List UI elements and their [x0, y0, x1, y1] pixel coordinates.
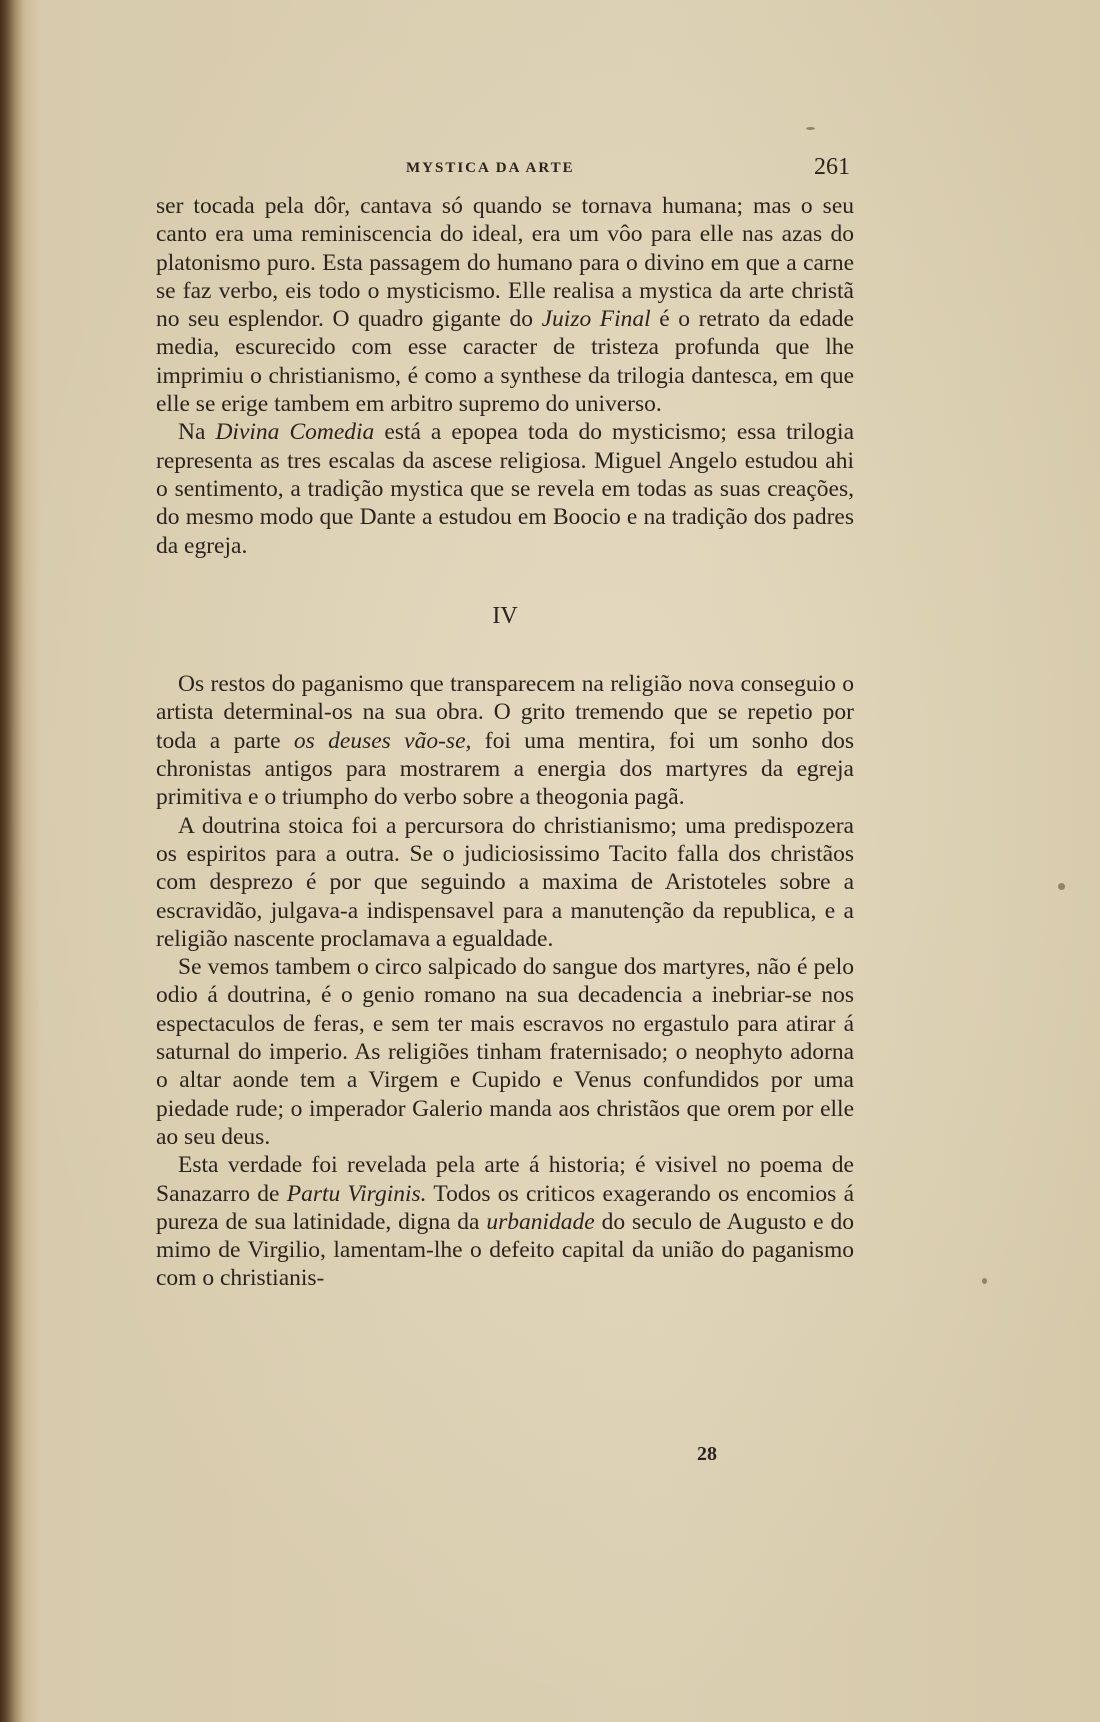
paragraph-text: Na	[178, 419, 216, 446]
paragraph	[156, 418, 854, 559]
paragraph-text: foi uma mentira, foi um sonho dos chronistas antigos para mostrarem a energia dos martyres da egreja primitiva e o triumpho do verbo sobre a theogonia pagã.	[156, 727, 854, 811]
paragraph-text: Esta verdade foi revelada pela arte á historia; é visivel no poema de Sanazarro de	[156, 1152, 854, 1207]
spine-shadow	[0, 0, 22, 1722]
paragraph	[156, 670, 854, 811]
italic-title-text: os deuses vão-se,	[293, 727, 472, 754]
paper-speck	[1058, 883, 1065, 890]
paper-speck	[982, 1278, 987, 1284]
running-title: MYSTICA DA ARTE	[406, 160, 575, 176]
paragraph-text: Todos os criticos exagerando os encomios á pureza de sua latinidade, digna da	[156, 1180, 855, 1235]
italic-title-text: urbanidade	[486, 1208, 595, 1235]
paragraph	[156, 812, 854, 953]
paragraph-text: A doutrina stoica foi a percursora do christianismo; uma predispozera os espiritos para a outra. Se o judiciosissimo Tacito falla dos christãos com desprezo é por que seguindo a maxima de Aristoteles sobre a escravidão, julgava-a indispensavel para a manutenção da republica, e a religião nascente proclamava a egualdade.	[156, 812, 854, 952]
paragraph	[156, 192, 854, 418]
paragraph-text: ser tocada pela dôr, cantava só quando se tornava humana; mas o seu canto era uma reminiscencia do ideal, era um vôo para elle nas azas do platonismo puro. Esta passagem do humano para o divino em que a carne se faz verbo, eis todo o mysticismo. Elle realisa a mystica da arte christã no seu esplendor. O quadro gigante do	[156, 193, 854, 333]
paragraph-text: está a epopea toda do mysticismo; essa trilogia representa as tres escalas da ascese religiosa. Miguel Angelo estudou ahi o sentimento, a tradição mystica que se revela em todas as suas creações, do mesmo modo que Dante a estudou em Boocio e na tradição dos padres da egreja.	[156, 419, 854, 559]
italic-title-text: Partu Virginis.	[286, 1180, 427, 1207]
pre-section-paragraphs	[156, 192, 854, 560]
paragraph	[156, 1151, 854, 1292]
paragraph	[156, 953, 854, 1151]
page-number: 261	[814, 154, 850, 180]
paragraph-text: do seculo de Augusto e do mimo de Virgilio, lamentam-lhe o defeito capital da união do paganismo com o christianis-	[156, 1208, 854, 1292]
paragraph-text: Se vemos tambem o circo salpicado do sangue dos martyres, não é pelo odio á doutrina, é o genio romano na sua decadencia a inebriar-se nos espectaculos de feras, e sem ter mais escravos no ergastulo para atirar á saturnal do imperio. As religiões tinham fraternisado; o neophyto adorna o altar aonde tem a Virgem e Cupido e Venus confundidos por uma piedade rude; o imperador Galerio manda aos christãos que orem por elle ao seu deus.	[156, 954, 854, 1150]
italic-title-text: Divina Comedia	[215, 419, 375, 446]
section-paragraphs	[156, 670, 854, 1293]
paper-speck	[806, 127, 815, 130]
paragraph-text: é o retrato da edade media, escurecido com esse caracter de tristeza profunda que lhe imprimiu o christianismo, é como a synthese da trilogia dantesca, em que elle se erige tambem em arbitro supremo do universo.	[156, 306, 854, 418]
body-text	[156, 192, 854, 1293]
italic-title-text: Juizo Final	[541, 306, 651, 333]
section-heading: IV	[492, 602, 518, 629]
paragraph-text: Os restos do paganismo que transparecem na religião nova conseguio o artista determinal-os na sua obra. O grito tremendo que se repetio por toda a parte	[156, 671, 854, 754]
page-header	[156, 156, 854, 186]
signature-mark: 28	[697, 1443, 717, 1465]
